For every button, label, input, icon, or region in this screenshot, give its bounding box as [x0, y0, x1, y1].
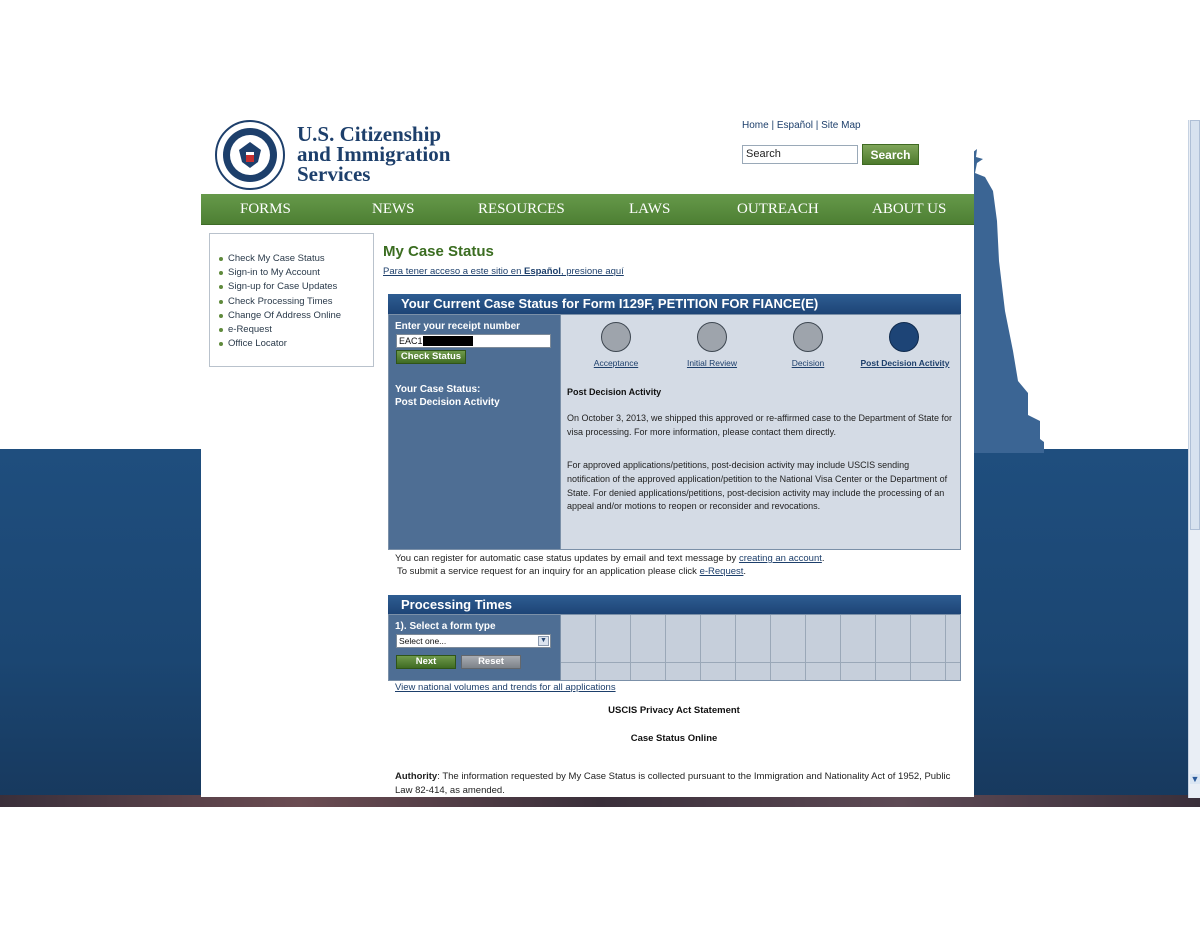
sidebar-item-processing-times[interactable]: Check Processing Times	[228, 295, 373, 309]
nav-outreach[interactable]: OUTREACH	[737, 201, 819, 217]
form-type-select[interactable]	[396, 634, 551, 648]
page-container	[201, 100, 974, 797]
e-request-link[interactable]: e-Request	[699, 566, 744, 577]
privacy-act-title: USCIS Privacy Act Statement	[608, 705, 740, 716]
case-status-heading: Your Current Case Status for Form I129F, PETITION FOR FIANCE(E)	[388, 294, 961, 314]
status-detail-heading: Post Decision Activity	[567, 387, 662, 397]
sidebar-item-e-request[interactable]: e-Request	[228, 323, 373, 337]
nav-about-us[interactable]: ABOUT US	[872, 201, 947, 217]
creating-account-link[interactable]: creating an account	[738, 553, 822, 564]
search-button[interactable]: Search	[862, 144, 919, 165]
case-status-label: Your Case Status:	[395, 384, 481, 395]
site-map-link[interactable]: Site Map	[821, 120, 861, 131]
receipt-value: EAC1	[399, 336, 423, 346]
nav-laws[interactable]: LAWS	[629, 201, 671, 217]
brand-line-2: and Immigration	[297, 142, 451, 166]
status-detail-para-1: On October 3, 2013, we shipped this approved or re-affirmed case to the Department of State for visa processing. For more information, please contact them directly.	[567, 413, 953, 437]
home-link[interactable]: Home	[742, 120, 769, 131]
search-input[interactable]: Search	[742, 145, 858, 164]
step-initial-review-icon	[697, 322, 727, 352]
select-form-label: 1). Select a form type	[395, 621, 496, 632]
espanol-link[interactable]: Español	[776, 120, 813, 131]
authority-paragraph	[395, 770, 961, 797]
redaction-bar	[423, 336, 473, 346]
step-post-decision-link[interactable]: Post Decision Activity	[860, 358, 950, 368]
agency-brand[interactable]	[297, 124, 450, 184]
sidebar-item-sign-up[interactable]: Sign-up for Case Updates	[228, 280, 373, 294]
main-nav	[201, 194, 974, 225]
processing-times-heading: Processing Times	[388, 595, 961, 614]
case-status-value: Post Decision Activity	[395, 397, 500, 408]
national-volumes-link[interactable]: View national volumes and trends for all applications	[395, 682, 616, 693]
brand-line-1: U.S. Citizenship	[297, 122, 442, 146]
spanish-link-pre: Para tener acceso a este sitio en	[383, 266, 524, 277]
scroll-down-arrow-icon[interactable]: ▼	[1190, 774, 1200, 784]
register-note	[395, 553, 825, 564]
e-request-note-end: .	[743, 566, 747, 577]
page-title: My Case Status	[383, 243, 494, 260]
authority-label: Authority	[395, 771, 438, 782]
step-decision-icon	[793, 322, 823, 352]
spanish-link[interactable]	[383, 266, 624, 277]
nav-news[interactable]: NEWS	[372, 201, 415, 217]
sidebar-item-check-case-status[interactable]: Check My Case Status	[228, 252, 373, 266]
authority-text: : The information requested by My Case Status is collected pursuant to the Immigration and Nationality Act of 1952, Public Law 82-414, as amended.	[395, 771, 951, 796]
register-note-end: .	[821, 553, 825, 564]
sidebar	[209, 233, 374, 367]
sidebar-item-sign-in[interactable]: Sign-in to My Account	[228, 266, 373, 280]
spanish-link-post: , presione aquí	[560, 266, 624, 277]
spanish-link-bold: Español	[524, 266, 561, 277]
step-post-decision-icon	[889, 322, 919, 352]
chevron-down-icon[interactable]: ▼	[538, 636, 549, 646]
processing-times-grid	[561, 614, 961, 681]
dhs-seal-icon	[215, 120, 285, 190]
check-status-button[interactable]: Check Status	[396, 350, 466, 364]
step-acceptance-icon	[601, 322, 631, 352]
sidebar-item-change-address[interactable]: Change Of Address Online	[228, 309, 373, 323]
top-links: Home | Español | Site Map	[742, 120, 861, 131]
nav-resources[interactable]: RESOURCES	[478, 201, 565, 217]
receipt-label: Enter your receipt number	[395, 321, 521, 332]
nav-forms[interactable]: FORMS	[240, 201, 291, 217]
scrollbar-thumb[interactable]	[1190, 120, 1200, 530]
step-initial-review-link[interactable]: Initial Review	[686, 358, 738, 368]
e-request-note	[397, 566, 746, 577]
next-button[interactable]: Next	[396, 655, 456, 669]
e-request-note-text: To submit a service request for an inquiry for an application please click	[397, 566, 700, 577]
brand-line-3: Services	[297, 162, 371, 186]
status-detail-para-2: For approved applications/petitions, post-decision activity may include USCIS sending notification of the approved application/petition to the National Visa Center or the Department of State. For denied applications/petitions, post-decision activity may include the processing of an appeal and/or motions to reopen or reconsider and revocations.	[567, 460, 948, 512]
case-status-online-title: Case Status Online	[630, 733, 718, 744]
reset-button[interactable]: Reset	[461, 655, 521, 669]
register-note-text: You can register for automatic case status updates by email and text message by	[395, 553, 739, 564]
form-type-selected: Select one...	[399, 636, 447, 646]
window-scrollbar[interactable]	[1188, 120, 1200, 798]
step-decision-link[interactable]: Decision	[791, 358, 825, 368]
receipt-number-input[interactable]	[396, 334, 551, 348]
sidebar-item-office-locator[interactable]: Office Locator	[228, 337, 373, 351]
step-acceptance-link[interactable]: Acceptance	[593, 358, 639, 368]
